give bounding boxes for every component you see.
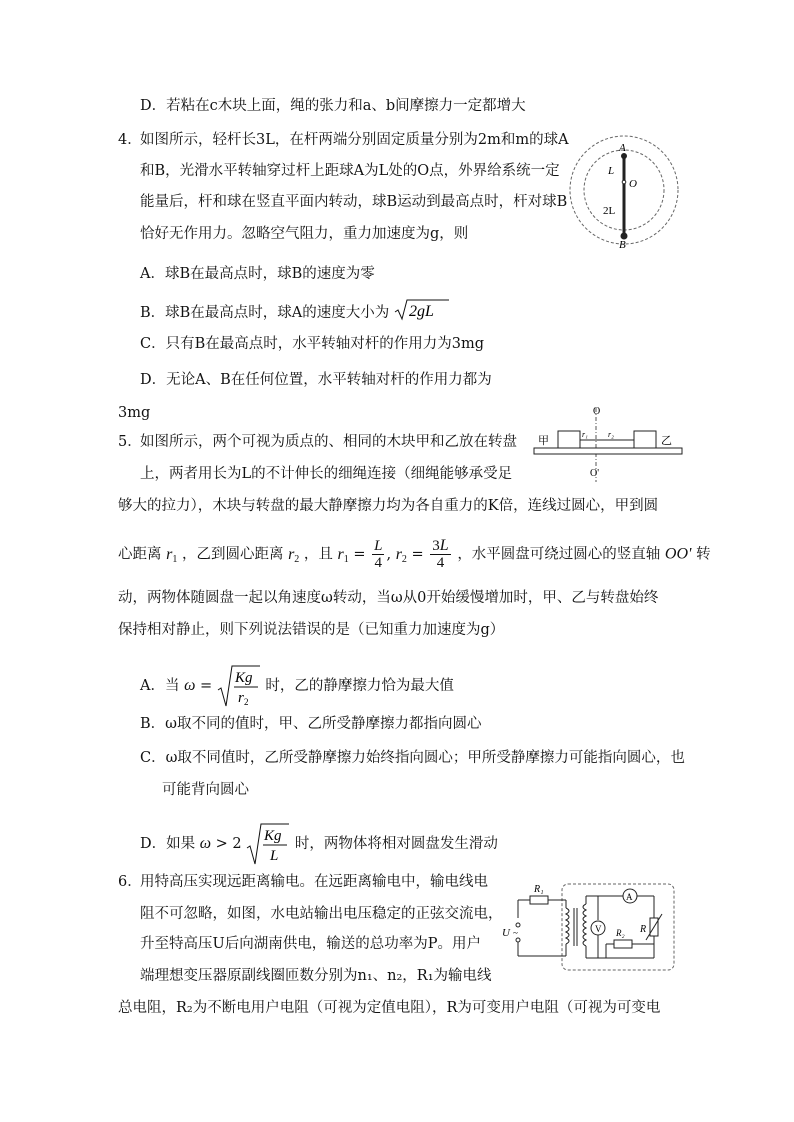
q4-option-a: A．球B在最高点时，球B的速度为零 bbox=[140, 266, 375, 282]
q5-option-d-sqrt bbox=[246, 822, 290, 866]
q5-stem-line-4: 心距离 $r_1$ ，乙到圆心距离 $r_2$ ，且 $r_1$ = $\frac{L}{4}$ , $r_2$ = $\frac{3L}{4}$ ，水平圆盘可绕过圆心的竖直轴 OO' 转 bbox=[118, 537, 711, 571]
q6-stem-line-1: 用特高压实现远距离输电。在远距离输电中，输电线电 bbox=[140, 874, 488, 890]
q5-stem-4e: 转 bbox=[696, 546, 711, 563]
q4-stem-line-1: 如图所示，轻杆长3L，在杆两端分别固定质量分别为2m和m的球A bbox=[140, 132, 569, 148]
q5-label-r1: r₁ bbox=[582, 430, 588, 439]
q4-option-c: C．只有B在最高点时，水平转轴对杆的作用力为3mg bbox=[140, 336, 485, 352]
q5-option-d: D．如果 ω > 2 Kg L 时，两物体将相对圆盘发生滑动 bbox=[140, 822, 498, 866]
q4-option-b bbox=[140, 298, 450, 328]
q5-option-d-pre: D．如果 bbox=[140, 836, 196, 852]
q6-label-r1: R₁ bbox=[534, 884, 544, 895]
q5-turntable bbox=[534, 448, 682, 454]
q4-option-b-sqrt bbox=[394, 298, 450, 328]
q4-figure bbox=[545, 134, 700, 250]
q5-option-b: B．ω取不同的值时，甲、乙所受静摩擦力都指向圆心 bbox=[140, 716, 482, 732]
q6-label-u: U bbox=[502, 927, 510, 939]
q4-option-b-text: B．球B在最高点时，球A的速度大小为 bbox=[140, 305, 390, 321]
q6-stem-line-4: 端理想变压器原副线圈匝数分别为n₁、n₂，R₁为输电线 bbox=[140, 968, 492, 984]
q6-stem-line-3: 升至特高压U后向湖南供电，输送的总功率为P。用户 bbox=[140, 936, 481, 952]
q4-label-b: B bbox=[619, 239, 626, 250]
q5-label-r2: r₂ bbox=[608, 430, 614, 439]
q5-option-a: A．当 ω = Kg r 2 时，乙的静摩擦力恰为最大值 bbox=[140, 664, 454, 708]
q4-label-2l: 2L bbox=[603, 205, 616, 217]
q5-frac-3l-4: $\frac{3L}{4}$ bbox=[432, 537, 449, 571]
q6-label-r: R bbox=[640, 924, 647, 935]
q6-label-v: V bbox=[595, 924, 602, 934]
q5-stem-4a: 心距离 bbox=[118, 546, 162, 563]
q6-stem-line-2: 阻不可忽略，如图，水电站输出电压稳定的正弦交流电， bbox=[140, 906, 503, 922]
q3-option-d: D．若粘在c木块上面，绳的张力和a、b间摩擦力一定都增大 bbox=[140, 98, 526, 114]
q4-label-l: L bbox=[608, 165, 615, 177]
q4-option-d: D．无论A、B在任何位置，水平转轴对杆的作用力都为 bbox=[140, 372, 492, 388]
q4-stem-line-2: 和B，光滑水平转轴穿过杆上距球A为L处的O点，外界给系统一定 bbox=[140, 163, 560, 179]
q4-option-d-cont: 3mg bbox=[118, 405, 151, 421]
q4-option-b-sqrt-content: 2gL bbox=[408, 303, 434, 320]
q4-number: 4． bbox=[118, 132, 142, 148]
svg-text:2: 2 bbox=[243, 697, 249, 707]
q5-stem-line-1: 如图所示，两个可视为质点的、相同的木块甲和乙放在转盘 bbox=[140, 434, 517, 450]
q5-stem-4c: ，且 bbox=[303, 546, 333, 563]
svg-text:Kg: Kg bbox=[264, 828, 282, 844]
q5-stem-line-5: 动，两物体随圆盘一起以角速度ω转动，当ω从0开始缓慢增加时，甲、乙与转盘始终 bbox=[118, 590, 659, 606]
q4-pivot bbox=[622, 180, 626, 184]
q5-option-a-sqrt bbox=[217, 664, 261, 708]
svg-text:L: L bbox=[270, 848, 279, 864]
q6-source-terminal-bottom bbox=[516, 938, 520, 942]
svg-text:r: r bbox=[237, 690, 244, 706]
q6-resistor-r1 bbox=[530, 896, 548, 904]
q4-stem-line-3: 能量后，杆和球在竖直平面内转动，球B运动到最高点时，杆对球B bbox=[140, 194, 568, 210]
q5-stem-line-3: 够大的拉力），木块与转盘的最大静摩擦力均为各自重力的K倍，连线过圆心，甲到圆 bbox=[118, 498, 659, 514]
q5-number: 5． bbox=[118, 434, 142, 450]
q4-label-o: O bbox=[629, 178, 637, 190]
q5-stem-4d: ，水平圆盘可绕过圆心的竖直轴 bbox=[457, 546, 661, 563]
q5-stem-4b: ，乙到圆心距离 bbox=[181, 546, 284, 563]
q5-option-c-line-1: C．ω取不同值时，乙所受静摩擦力始终指向圆心；甲所受静摩擦力可能指向圆心，也 bbox=[140, 750, 685, 766]
q6-stem-line-5: 总电阻，R₂为不断电用户电阻（可视为定值电阻），R为可变用户电阻（可视为可变电 bbox=[118, 1000, 661, 1016]
q6-label-a: A bbox=[626, 892, 633, 902]
q6-label-ac: ~ bbox=[513, 928, 518, 938]
q6-resistor-r2 bbox=[614, 940, 632, 948]
q5-label-yi: 乙 bbox=[661, 435, 672, 447]
q6-label-r2: R₂ bbox=[616, 928, 625, 938]
q5-label-o-prime: O' bbox=[590, 468, 600, 479]
q5-block-yi bbox=[634, 431, 656, 448]
q5-label-o: O bbox=[593, 406, 601, 417]
q5-figure bbox=[530, 404, 690, 486]
q4-stem-line-4: 恰好无作用力。忽略空气阻力，重力加速度为g，则 bbox=[140, 226, 469, 242]
q5-label-jia: 甲 bbox=[538, 435, 549, 447]
q5-option-c-line-2: 可能背向圆心 bbox=[162, 782, 249, 798]
q5-stem-line-6: 保持相对静止，则下列说法错误的是（已知重力加速度为g） bbox=[118, 622, 505, 638]
q6-number: 6． bbox=[118, 874, 142, 890]
q6-source-terminal-top bbox=[516, 923, 520, 927]
q5-block-jia bbox=[558, 431, 580, 448]
q5-option-d-post: 时，两物体将相对圆盘发生滑动 bbox=[294, 836, 498, 852]
q5-option-a-pre: A．当 bbox=[140, 678, 180, 694]
q6-primary-coil bbox=[566, 908, 569, 944]
q5-stem-line-2: 上，两者用长为L的不计伸长的细绳连接（细绳能够承受足 bbox=[140, 466, 513, 482]
q6-secondary-coil bbox=[583, 904, 586, 946]
svg-text:Kg: Kg bbox=[234, 670, 253, 686]
q5-frac-l-4: $\frac{L}{4}$ bbox=[374, 538, 383, 571]
q6-circuit-figure bbox=[500, 880, 680, 974]
q4-label-a: A bbox=[619, 142, 626, 154]
q5-option-a-post: 时，乙的静摩擦力恰为最大值 bbox=[265, 678, 454, 694]
